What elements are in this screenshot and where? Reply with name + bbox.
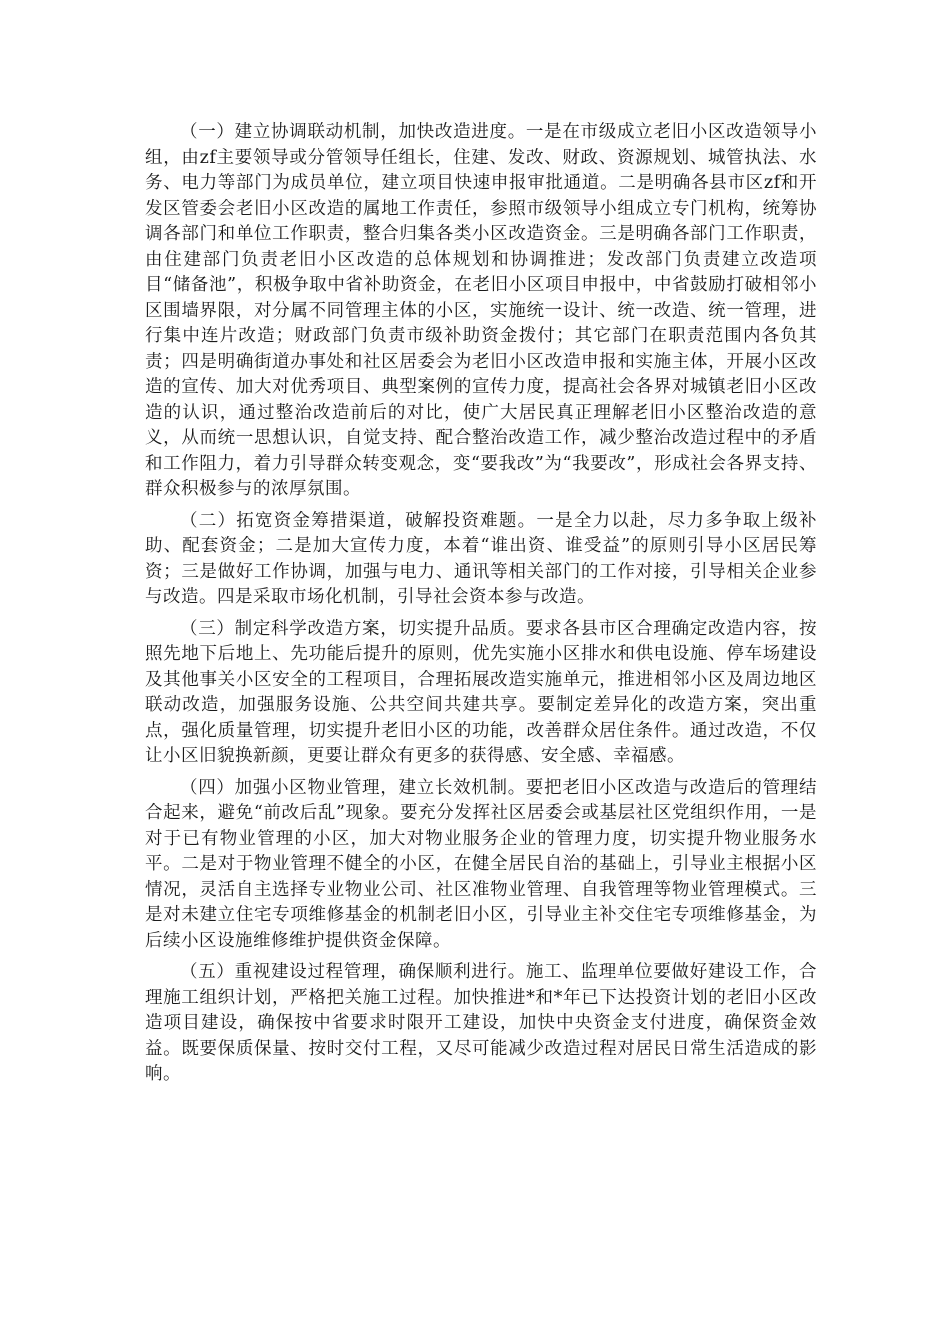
document-body <box>145 120 817 1094</box>
paragraph-3: （三）制定科学改造方案，切实提升品质。要求各县市区合理确定改造内容，按照先地下后地上、先功能后提升的原则，优先实施小区排水和供电设施、停车场建设及其他事关小区安全的工程项目，合理拓展改造实施单元，推进相邻小区及周边地区联动改造，加强服务设施、公共空间共建共享。要制定差异化的改造方案，突出重点，强化质量管理，切实提升老旧小区的功能，改善群众居住条件。通过改造，不仅让小区旧貌换新颜，更要让群众有更多的获得感、安全感、幸福感。 <box>145 618 817 766</box>
paragraph-1: （一）建立协调联动机制，加快改造进度。一是在市级成立老旧小区改造领导小组，由zf主要领导或分管领导任组长，住建、发改、财政、资源规划、城管执法、水务、电力等部门为成员单位，建立项目快速申报审批通道。二是明确各县市区zf和开发区管委会老旧小区改造的属地工作责任，参照市级领导小组成立专门机构，统筹协调各部门和单位工作职责，整合归集各类小区改造资金。三是明确各部门工作职责，由住建部门负责老旧小区改造的总体规划和协调推进；发改部门负责建立改造项目“储备池”，积极争取中省补助资金，在老旧小区项目申报中，中省鼓励打破相邻小区围墙界限，对分属不同管理主体的小区，实施统一设计、统一改造、统一管理，进行集中连片改造；财政部门负责市级补助资金拨付；其它部门在职责范围内各负其责；四是明确街道办事处和社区居委会为老旧小区改造申报和实施主体，开展小区改造的宣传、加大对优秀项目、典型案例的宣传力度，提高社会各界对城镇老旧小区改造的认识，通过整治改造前后的对比，使广大居民真正理解老旧小区整治改造的意义，从而统一思想认识，自觉支持、配合整治改造工作，减少整治改造过程中的矛盾和工作阻力，着力引导群众转变观念，变“要我改”为“我要改”，形成社会各界支持、群众积极参与的浓厚氛围。 <box>145 122 817 499</box>
paragraph-2: （二）拓宽资金筹措渠道，破解投资难题。一是全力以赴，尽力多争取上级补助、配套资金；二是加大宣传力度，本着“谁出资、谁受益”的原则引导小区居民筹资；三是做好工作协调，加强与电力、通讯等相关部门的工作对接，引导相关企业参与改造。四是采取市场化机制，引导社会资本参与改造。 <box>145 510 817 607</box>
paragraph-4: （四）加强小区物业管理，建立长效机制。要把老旧小区改造与改造后的管理结合起来，避免“前改后乱”现象。要充分发挥社区居委会或基层社区党组织作用，一是对于已有物业管理的小区，加大对物业服务企业的管理力度，切实提升物业服务水平。二是对于物业管理不健全的小区，在健全居民自治的基础上，引导业主根据小区情况，灵活自主选择专业物业公司、社区准物业管理、自我管理等物业管理模式。三是对未建立住宅专项维修基金的机制老旧小区，引导业主补交住宅专项维修基金，为后续小区设施维修维护提供资金保障。 <box>145 777 817 951</box>
paragraph-5: （五）重视建设过程管理，确保顺利进行。施工、监理单位要做好建设工作，合理施工组织计划，严格把关施工过程。加快推进*和*年已下达投资计划的老旧小区改造项目建设，确保按中省要求时限开工建设，加快中央资金支付进度，确保资金效益。既要保质保量、按时交付工程，又尽可能减少改造过程对居民日常生活造成的影响。 <box>145 962 817 1084</box>
